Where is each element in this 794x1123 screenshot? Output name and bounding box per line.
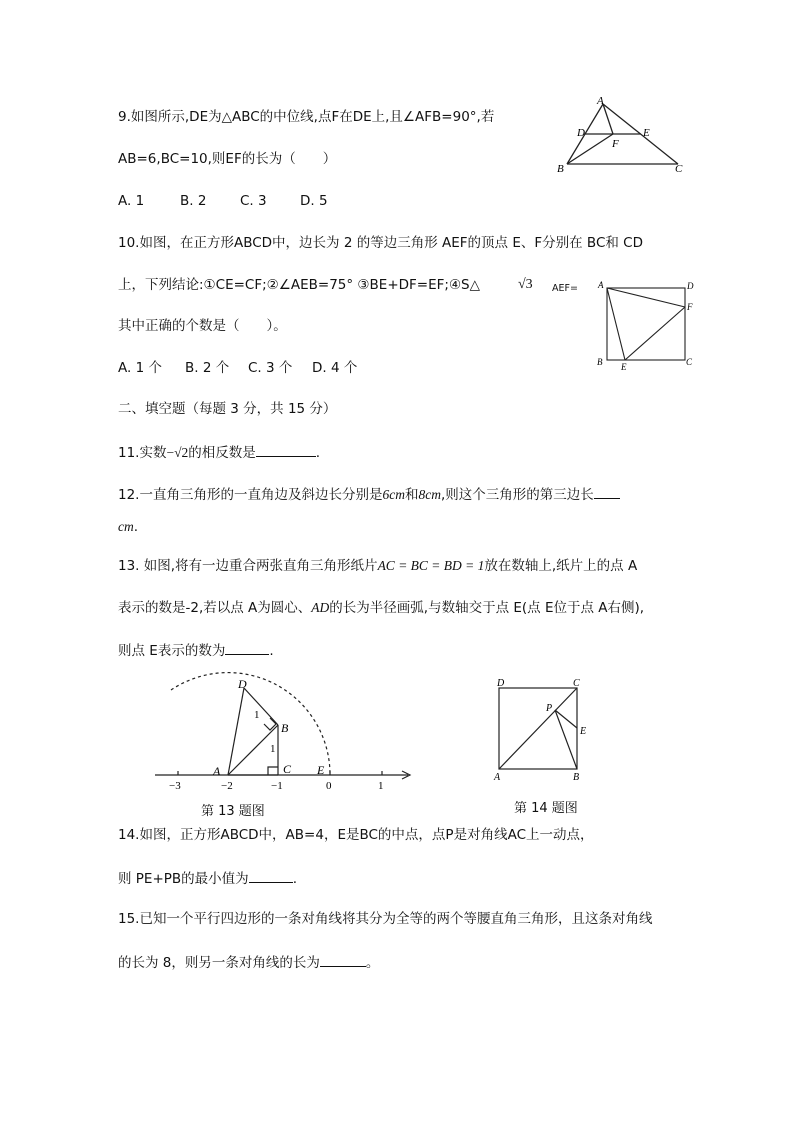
q14-label-a: A <box>494 772 501 783</box>
q13-line2b: 的长为半径画弧,与数轴交于点 E(点 E位于点 A右侧), <box>329 600 645 616</box>
q9-label-f: F <box>612 138 619 150</box>
q10-line2a: 上，下列结论:①CE=CF;②∠AEB=75° ③BE+DF=EF;④S△ <box>118 277 480 293</box>
q10-label-e: E <box>621 362 627 371</box>
q14-caption: 第 14 题图 <box>514 801 578 816</box>
q13-tick-1: 1 <box>378 780 384 792</box>
q10-figure <box>594 276 699 371</box>
q13-label-one-bc: 1 <box>270 743 276 755</box>
q14-label-c: C <box>573 678 580 689</box>
q10-option-b: B. 2 个 <box>185 360 230 376</box>
q9-label-a: A <box>597 95 604 107</box>
q13-eq: AC = BC = BD = 1 <box>377 558 485 573</box>
q10-label-d: D <box>687 281 694 291</box>
q9-label-e: E <box>643 127 650 139</box>
q9-line2: AB=6,BC=10,则EF的长为（ ） <box>118 151 337 167</box>
q12-line1 <box>118 484 620 504</box>
q9-figure <box>555 92 690 177</box>
q12-unit: cm <box>118 519 134 534</box>
q11-prefix: 11.实数 <box>118 445 167 461</box>
q9-option-d: D. 5 <box>300 193 328 209</box>
q13-line1 <box>118 557 637 575</box>
q10-sqrt3: √3 <box>518 277 533 292</box>
q14-blank[interactable] <box>249 868 293 883</box>
q13-line2a: 表示的数是-2,若以点 A为圆心、 <box>118 600 312 616</box>
q9-label-c: C <box>675 163 683 175</box>
q14-label-p: P <box>546 703 553 714</box>
q15-blank[interactable] <box>320 952 366 967</box>
q12-mid: 和 <box>404 487 419 503</box>
q10-label-f: F <box>687 302 693 312</box>
q14-end: . <box>292 871 297 887</box>
q13-label-b: B <box>281 721 289 735</box>
q9-label-b: B <box>557 163 564 175</box>
q10-label-c: C <box>686 357 693 367</box>
q15-end: 。 <box>365 955 380 971</box>
q11-end: . <box>315 445 321 461</box>
q11-suffix: 的相反数是 <box>188 445 256 461</box>
q12-line1a: 12.一直角三角形的一直角边及斜边长分别是 <box>118 487 383 503</box>
q12-line1b: ,则这个三角形的第三边长 <box>440 487 594 503</box>
q13-label-e: E <box>317 763 325 777</box>
q10-s-aef: AEF= <box>552 283 578 294</box>
q13-line1b: 放在数轴上,纸片上的点 A <box>484 558 638 574</box>
q10-option-c: C. 3 个 <box>248 360 293 376</box>
q12-line2 <box>118 518 138 536</box>
q14-label-e: E <box>580 726 587 737</box>
q10-option-d: D. 4 个 <box>312 360 358 376</box>
q13-end: . <box>269 643 274 659</box>
q11-blank[interactable] <box>256 442 316 457</box>
q13-label-c: C <box>283 762 292 776</box>
section-heading: 二、填空题（每题 3 分，共 15 分） <box>118 401 337 417</box>
q10-label-b: B <box>597 357 603 367</box>
q13-line1a: 13. 如图,将有一边重合两张直角三角形纸片 <box>118 558 378 574</box>
q12-end: . <box>133 519 139 535</box>
q13-tick-m2: −2 <box>221 780 233 792</box>
q13-figure <box>150 672 420 797</box>
q12-blank[interactable] <box>594 484 620 499</box>
q13-tick-m1: −1 <box>271 780 283 792</box>
q14-label-d: D <box>497 678 505 689</box>
q13-line3-text: 则点 E表示的数为 <box>118 643 226 659</box>
q9-option-a: A. 1 <box>118 193 145 209</box>
q14-line1: 14.如图，正方形ABCD中，AB=4，E是BC的中点，点P是对角线AC上一动点， <box>118 827 594 843</box>
q14-line2 <box>118 868 297 888</box>
q13-label-a: A <box>213 764 221 778</box>
q13-label-d: D <box>238 677 247 691</box>
q9-option-c: C. 3 <box>240 193 267 209</box>
q14-label-b: B <box>573 772 580 783</box>
q13-label-one-db: 1 <box>254 709 260 721</box>
q13-caption: 第 13 题图 <box>201 804 265 819</box>
q10-option-a: A. 1 个 <box>118 360 162 376</box>
q13-tick-0: 0 <box>326 780 332 792</box>
q13-line2 <box>118 599 644 617</box>
q12-v2: 8cm <box>418 487 441 502</box>
q13-line3 <box>118 640 274 660</box>
q15-line2-text: 的长为 8，则另一条对角线的长为 <box>118 955 320 971</box>
q15-line1: 15.已知一个平行四边形的一条对角线将其分为全等的两个等腰直角三角形，且这条对角线 <box>118 911 653 927</box>
q13-blank[interactable] <box>225 640 269 655</box>
q11-expr: −√2 <box>166 445 189 460</box>
q14-line2-text: 则 PE+PB的最小值为 <box>118 871 249 887</box>
q15-line2 <box>118 952 379 972</box>
q9-line1: 9.如图所示,DE为△ABC的中位线,点F在DE上,且∠AFB=90°,若 <box>118 109 495 125</box>
q12-v1: 6cm <box>382 487 405 502</box>
q14-figure <box>487 672 597 784</box>
q9-option-b: B. 2 <box>180 193 207 209</box>
q10-label-a: A <box>598 280 604 290</box>
q9-label-d: D <box>577 127 585 139</box>
q13-tick-m3: −3 <box>169 780 181 792</box>
q11-line <box>118 442 320 462</box>
q10-line3: 其中正确的个数是（ ）。 <box>118 318 287 334</box>
q10-line1: 10.如图，在正方形ABCD中，边长为 2 的等边三角形 AEF的顶点 E、F分别在 BC和 CD <box>118 235 643 251</box>
q13-ad: AD <box>311 600 330 615</box>
